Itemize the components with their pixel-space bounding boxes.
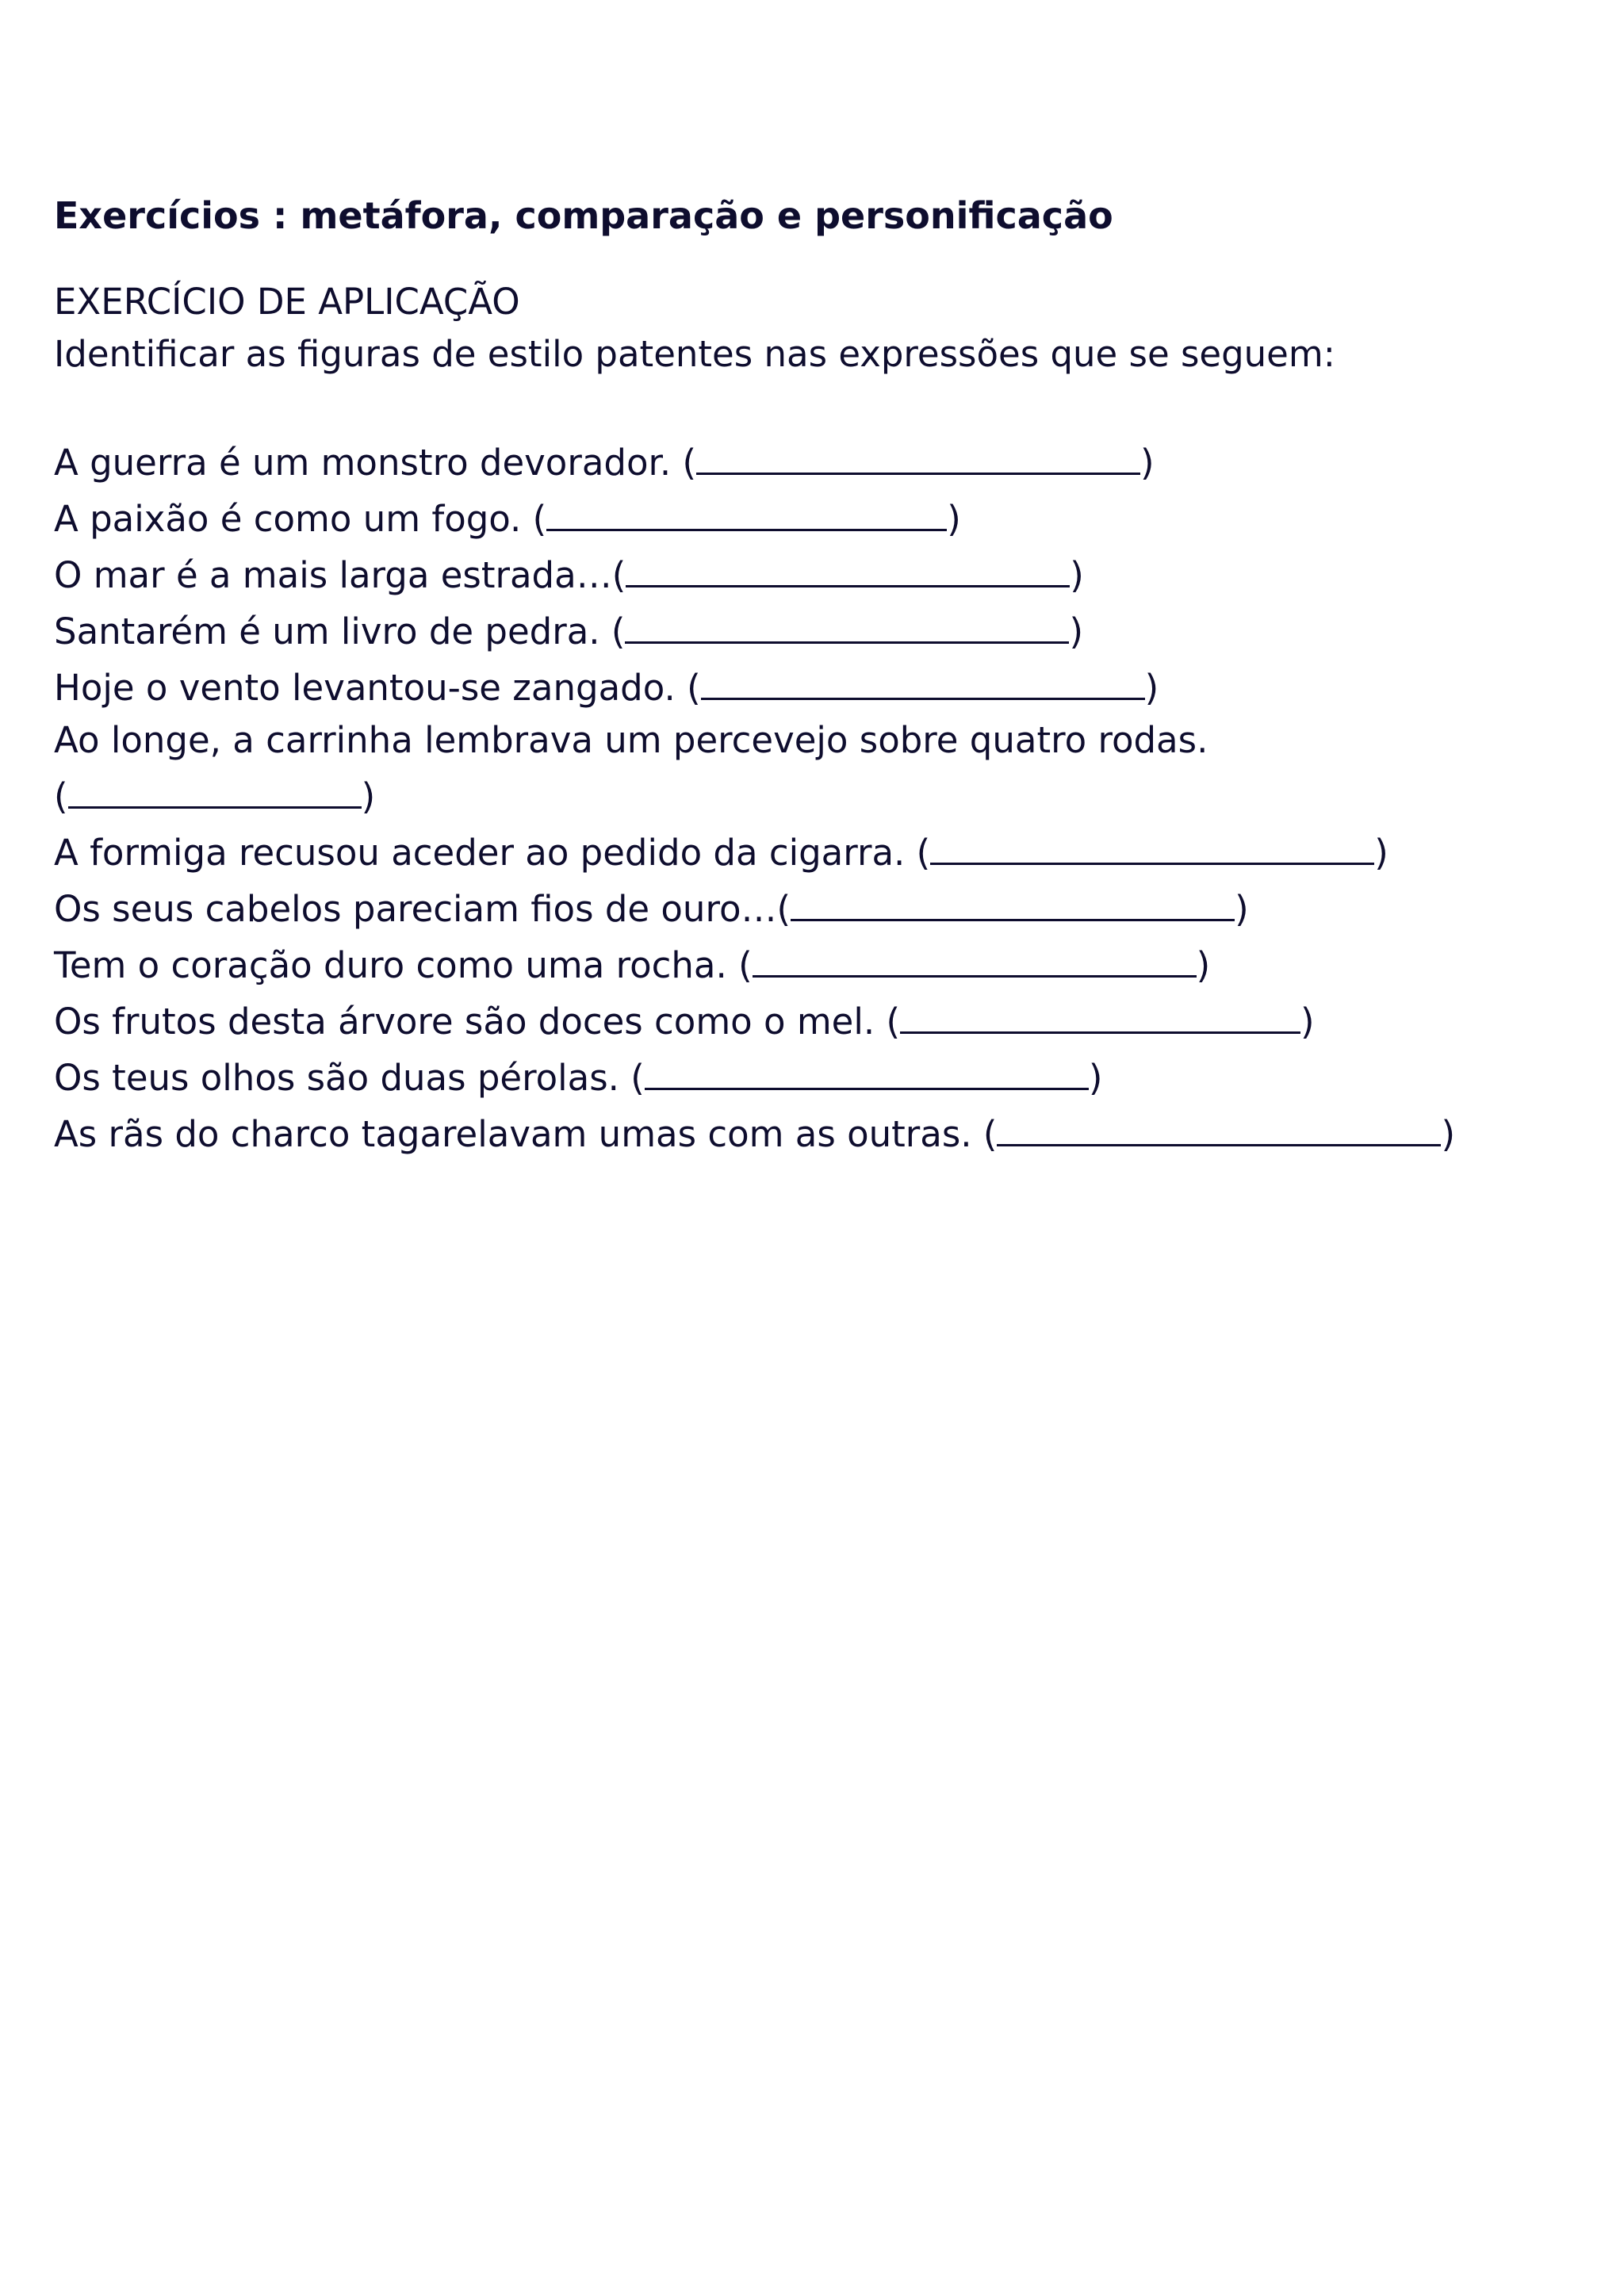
answer-blank[interactable] xyxy=(997,1104,1441,1146)
exercise-item xyxy=(54,658,1561,714)
answer-blank[interactable] xyxy=(645,1048,1089,1090)
item-close: ) xyxy=(1441,1113,1456,1155)
answer-blank[interactable] xyxy=(546,489,947,531)
item-text: A guerra é um monstro devorador. ( xyxy=(54,442,697,484)
item-text: Ao longe, a carrinha lembrava um percevejo sobre quatro rodas. xyxy=(54,719,1208,761)
exercise-item-continuation xyxy=(54,767,1561,823)
item-text: Os teus olhos são duas pérolas. ( xyxy=(54,1057,645,1099)
answer-blank[interactable] xyxy=(626,545,1070,587)
item-close: ) xyxy=(1069,610,1084,652)
exercise-item xyxy=(54,1048,1561,1104)
item-close: ) xyxy=(1196,944,1211,986)
spacer xyxy=(54,381,1561,433)
item-close: ) xyxy=(947,498,961,540)
item-text: As rãs do charco tagarelavam umas com as outras. ( xyxy=(54,1113,998,1155)
answer-blank[interactable] xyxy=(791,879,1235,921)
item-close: ) xyxy=(361,775,376,817)
answer-blank[interactable] xyxy=(753,936,1197,978)
exercise-item xyxy=(54,489,1561,545)
item-close: ) xyxy=(1374,832,1388,874)
item-text: Hoje o vento levantou-se zangado. ( xyxy=(54,667,701,709)
exercise-item xyxy=(54,879,1561,936)
item-text: Os frutos desta árvore são doces como o mel. ( xyxy=(54,1001,901,1043)
item-close: ) xyxy=(1070,554,1084,596)
answer-blank[interactable] xyxy=(701,658,1145,700)
item-text: Tem o coração duro como uma rocha. ( xyxy=(54,944,753,986)
answer-blank[interactable] xyxy=(68,767,362,809)
item-text: Os seus cabelos pareciam fios de ouro…( xyxy=(54,888,791,930)
exercise-item xyxy=(54,992,1561,1048)
answer-blank[interactable] xyxy=(696,433,1140,475)
worksheet-title: Exercícios : metáfora, comparação e personificação xyxy=(54,194,1113,237)
answer-blank[interactable] xyxy=(930,823,1374,865)
item-text: Santarém é um livro de pedra. ( xyxy=(54,610,626,652)
exercise-item xyxy=(54,545,1561,602)
exercise-item xyxy=(54,602,1561,658)
section-heading: EXERCÍCIO DE APLICAÇÃO xyxy=(54,281,520,323)
item-close: ) xyxy=(1235,888,1249,930)
item-close: ) xyxy=(1144,667,1159,709)
instruction-text: Identificar as figuras de estilo patentes nas expressões que se seguem: xyxy=(54,333,1335,375)
exercise-item xyxy=(54,714,1561,767)
item-text: A formiga recusou aceder ao pedido da cigarra. ( xyxy=(54,832,931,874)
item-text: O mar é a mais larga estrada…( xyxy=(54,554,626,596)
exercise-item xyxy=(54,823,1561,879)
item-close: ) xyxy=(1088,1057,1103,1099)
worksheet xyxy=(54,189,1561,1161)
item-text: A paixão é como um fogo. ( xyxy=(54,498,547,540)
item-text: ( xyxy=(54,775,68,817)
answer-blank[interactable] xyxy=(625,602,1069,644)
exercise-item xyxy=(54,936,1561,992)
item-close: ) xyxy=(1140,442,1155,484)
item-close: ) xyxy=(1300,1001,1315,1043)
answer-blank[interactable] xyxy=(900,992,1300,1034)
exercise-item xyxy=(54,433,1561,489)
exercise-item xyxy=(54,1104,1561,1161)
